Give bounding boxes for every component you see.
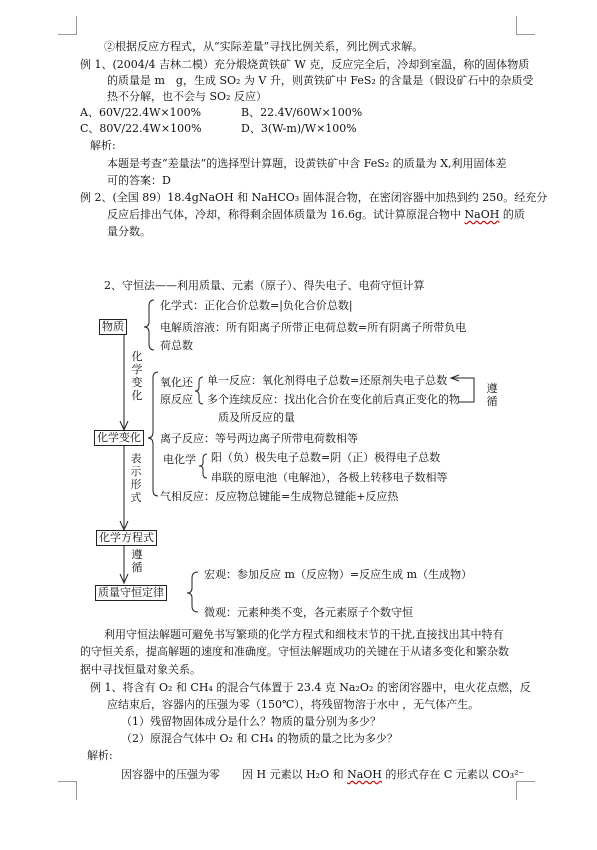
- electrolyte-rule-line1: 电解质溶液：所有阳离子所带正电荷总数=所有阴离子所带负电: [160, 321, 467, 334]
- multi-reaction-rule-line2: 质及所反应的量: [218, 411, 295, 424]
- chem-formula-rule: 化学式：正化合价总数=|负化合价总数|: [160, 299, 353, 312]
- paragraph-line2: 的守恒关系，提高解题的速度和准确度。守恒法解题成功的关键在于从诸多变化和繁杂数: [80, 645, 509, 658]
- example2-line2-part-c: 的质: [499, 208, 525, 221]
- box-chemical-equation: 化学方程式: [96, 530, 157, 546]
- example3-naoh: NaOH: [347, 768, 382, 781]
- paragraph-line3: 据中寻找恒量对象关系。: [80, 663, 201, 676]
- box-mass-conservation: 质量守恒定律: [95, 585, 167, 601]
- single-reaction-rule: 单一反应：氧化剂得电子总数=还原剂失电子总数: [207, 374, 448, 387]
- option-b: B、22.4V/60W×100%: [241, 106, 363, 119]
- example1-analysis-line2: 可的答案：D: [107, 174, 171, 187]
- gas-reaction-rule: 气相反应：反应物总键能=生成物总键能+反应热: [160, 490, 399, 503]
- redox-label-line2: 原反应: [160, 393, 193, 406]
- option-d: D、3(W-m)/W×100%: [241, 122, 357, 135]
- example1-line1: 例 1、(2004/4 吉林二模）充分煅烧黄铁矿 W 克，反应完全后，冷却到室温，称的固体物质: [80, 58, 530, 71]
- vertical-label-follow: 遵循: [131, 548, 143, 574]
- example2-line3: 量分数。: [107, 225, 151, 238]
- example3-last-line-part-a: 因容器中的压强为零 因 H 元素以 H₂O 和: [121, 768, 348, 781]
- example2-line2-part-a: 反应后排出气体，冷却，称得剩余固体质量为 16.6g。试计算原混合物中: [107, 208, 465, 221]
- example3-line1: 例 1、将含有 O₂ 和 CH₄ 的混合气体置于 23.4 克 Na₂O₂ 的密闭容器中，电火花点燃，反: [90, 681, 531, 694]
- example1-line3: 热不分解，也不会与 SO₂ 反应）: [107, 90, 267, 103]
- example3-question2: （2）原混合气体中 O₂ 和 CH₄ 的物质的量之比为多少？: [121, 732, 398, 745]
- macro-rule: 宏观：参加反应 m（反应物）=反应生成 m（生成物）: [204, 568, 473, 581]
- electrolyte-rule-line2: 荷总数: [160, 339, 193, 352]
- multi-reaction-rule-line1: 多个连续反应：找出化合价在变化前后真正变化的物: [207, 393, 460, 406]
- example3-last-line: [121, 768, 524, 782]
- example2-line1: 例 2、(全国 89）18.4gNaOH 和 NaHCO₃ 固体混合物，在密闭容器中加热到约 250。经充分: [80, 191, 548, 204]
- electrochem-rule-line1: 阳（负）极失电子总数=阴（正）极得电子总数: [211, 451, 441, 464]
- box-chemical-change: 化学变化: [94, 430, 144, 446]
- example3-question1: （1）残留物固体成分是什么？物质的量分别为多少？: [121, 715, 381, 728]
- example3-analysis-label: 解析:: [87, 749, 113, 762]
- vertical-label-chemical-change: 化学变化: [131, 350, 143, 402]
- example2-naoh: NaOH: [464, 208, 500, 221]
- ionic-reaction-rule: 离子反应：等号两边离子所带电荷数相等: [160, 432, 358, 445]
- electrochem-label: 电化学: [163, 453, 196, 466]
- option-a: A、60V/22.4W×100%: [80, 106, 202, 119]
- redox-label-line1: 氧化还: [160, 376, 193, 389]
- vertical-label-expression-form: 表示形式: [130, 452, 142, 504]
- electrochem-rule-line2: 串联的原电池（电解池），各极上转移电子数相等: [211, 471, 448, 484]
- section2-title: 2、守恒法——利用质量、元素（原子）、得失电子、电荷守恒计算: [104, 279, 425, 292]
- paragraph-line1: 利用守恒法解题可避免书写繁琐的化学方程式和细枝末节的干扰,直接找出其中特有: [104, 628, 504, 641]
- example1-analysis-line1: 本题是考查“差量法”的选择型计算题，设黄铁矿中含 FeS₂ 的质量为 X,利用固体差: [107, 157, 507, 170]
- option-c: C、80V/22.4W×100%: [80, 122, 202, 135]
- box-substance: 物质: [99, 319, 127, 335]
- example3-last-line-part-c: 的形式存在 C 元素以 CO₃²⁻: [381, 768, 525, 781]
- micro-rule: 微观：元素种类不变，各元素原子个数守恒: [204, 606, 413, 619]
- example1-analysis-label: 解析:: [90, 139, 116, 152]
- example1-line2: 的质量是 m g，生成 SO₂ 为 V 升，则黄铁矿中 FeS₂ 的含量是（假设矿石中的杂质受: [107, 74, 534, 87]
- example3-line2: 应结束后，容器内的压强为零（150℃），将残留物溶于水中 ，无气体产生。: [107, 698, 480, 711]
- vertical-label-follow-right: 遵循: [486, 382, 498, 408]
- intro-line: ②根据反应方程式，从“实际差量”寻找比例关系，列比例式求解。: [104, 40, 424, 53]
